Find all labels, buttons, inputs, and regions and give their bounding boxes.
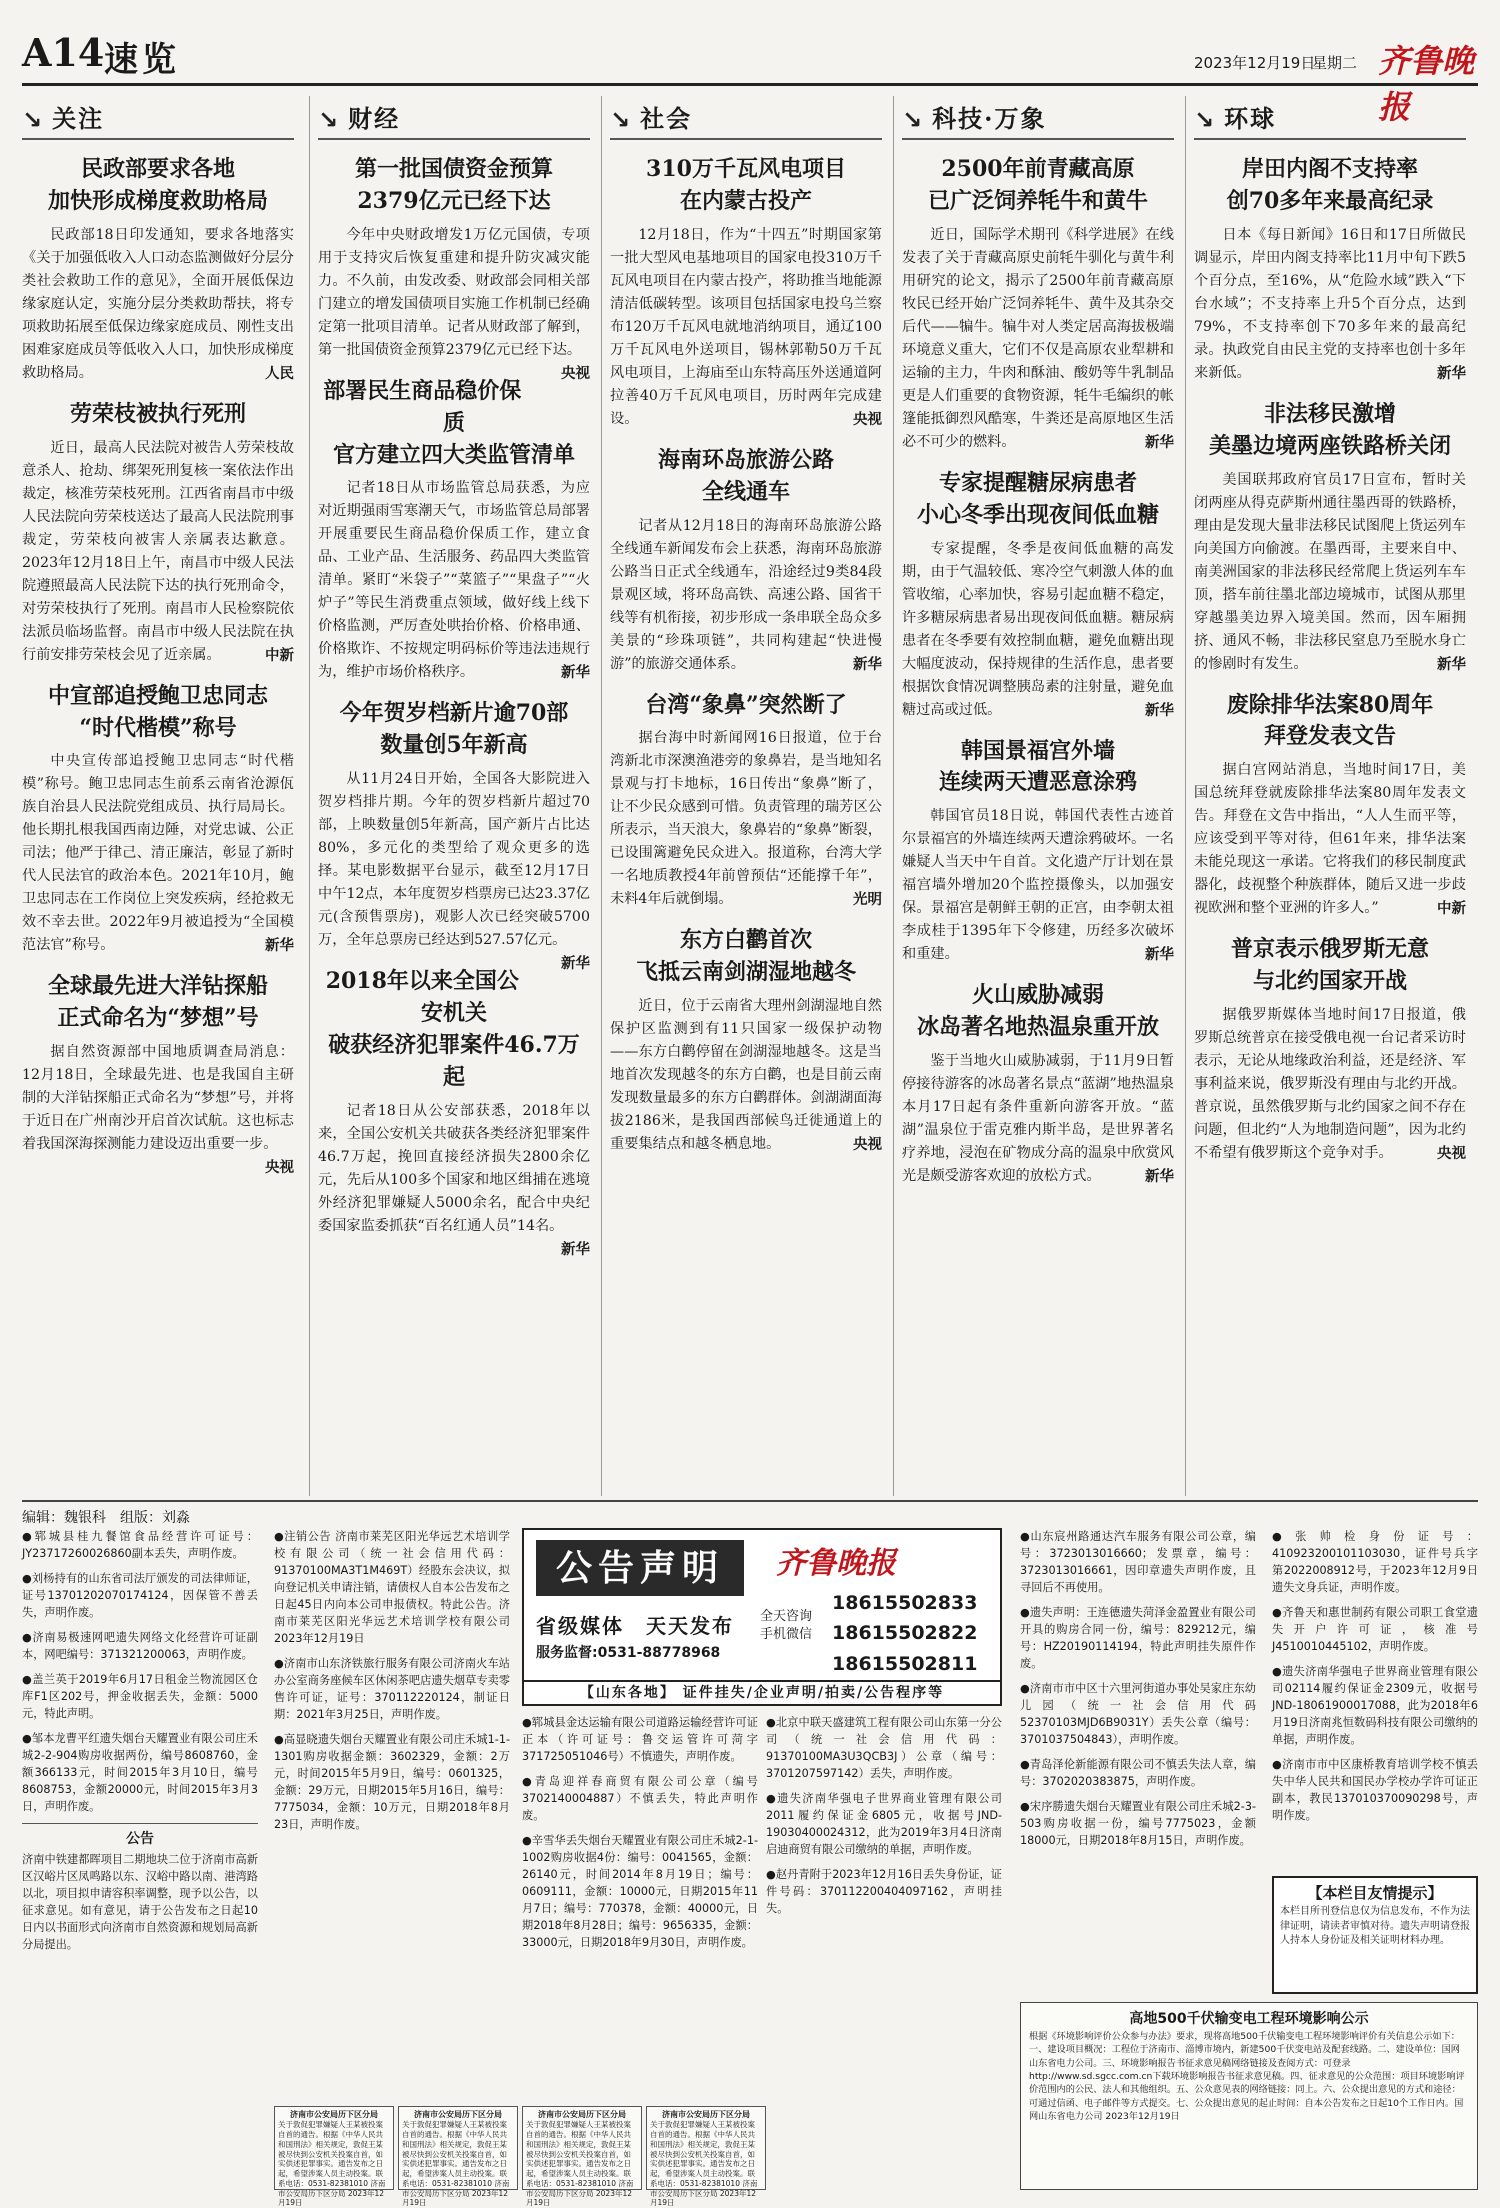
police-notice-body: 关于敦促犯罪嫌疑人王某被投案自首的通告。根据《中华人民共和国刑法》相关规定，敦促王某被尽快到公安机关投案自首，如实供述犯罪事实。通告发布之日起，希望涉案人员主动投案。联系电话：0531-82381010 济南市公安局历下区分局 2023年12月19日: [278, 2120, 386, 2208]
article-body: 日本《每日新闻》16日和17日所做民调显示，岸田内阁支持率比11月中旬下跌5个百分点，至16%，从“危险水域”跌入“下台水域”；不支持率上升5个百分点，达到79%，不支持率创下70多年来的最高纪录。执政党自由民主党的支持率也创十多年来新低。 新华: [1194, 226, 1466, 382]
classified-notice: ●济南市市中区康桥教育培训学校不慎丢失中华人民共和国民办学校办学许可证正副本，教民137010370090298号，声明作废。: [1272, 1758, 1478, 1823]
news-article: [610, 925, 882, 1156]
page-number: A14: [22, 30, 105, 75]
police-notice-body: 关于敦促犯罪嫌疑人王某被投案自首的通告。根据《中华人民共和国刑法》相关规定，敦促王某被尽快到公安机关投案自首，如实供述犯罪事实。通告发布之日起，希望涉案人员主动投案。联系电话：0531-82381010 济南市公安局历下区分局 2023年12月19日: [650, 2120, 758, 2208]
article-source: 新华: [1437, 365, 1466, 382]
article-source: 央视: [561, 365, 590, 382]
article-headline: 海南环岛旅游公路 全线通车: [657, 446, 834, 505]
classified-notice: ●齐鲁天和惠世制药有限公司职工食堂遗失开户许可证，核准号J4510010445102，声明作废。: [1272, 1606, 1478, 1654]
news-article: [902, 154, 1174, 454]
article-source: 新华: [1145, 947, 1174, 964]
article-body: 今年中央财政增发1万亿元国债，专项用于支持灾后恢复重建和提升防灾减灾能力。不久前，由发改委、财政部会同相关部门建立的增发国债项目实施工作机制已经确定第一批项目清单。记者从财政部了解到，第一批国债资金预算2379亿元已经下达。 央视: [318, 226, 590, 382]
article-headline: 劳荣枝被执行死刑: [69, 400, 246, 427]
article-source: 新华: [561, 1241, 590, 1258]
article-body: 近日，位于云南省大理州剑湖湿地自然保护区监测到有11只国家一级保护动物——东方白鹳停留在剑湖湿地越冬。这是当地首次发现越冬的东方白鹳，也是目前云南发现数量最多的东方白鹳群体。剑湖湖面海拔2186米，是我国西部候鸟迁徙通道上的重要集结点和越冬栖息地。 央视: [610, 998, 882, 1154]
environment-impact-notice: [1020, 2002, 1478, 2190]
article-headline: 火山威胁减弱 冰岛著名地热温泉重开放: [916, 982, 1159, 1041]
classified-notice: ●山东宸州路通达汽车服务有限公司公章，编号：3723013016660；发票章，编号：3723013016661，因印章遗失声明作废，且寻回后不再使用。: [1020, 1530, 1256, 1595]
article-headline: 310万千瓦风电项目 在内蒙古投产: [646, 156, 846, 214]
article-body: 据俄罗斯媒体当地时间17日报道，俄罗斯总统普京在接受俄电视一台记者采访时表示，无论从地缘政治利益，还是经济、军事利益来说，俄罗斯没有理由与北约开战。普京说，虽然俄罗斯与北约国家之间不存在问题，但北约“人为地制造问题”，因为北约不希望有俄罗斯这个竞争对手。 央视: [1194, 1007, 1466, 1163]
editor-credit: 编辑：魏银科 组版：刘淼: [22, 1500, 1478, 1527]
classified-column-2: [274, 1528, 510, 2190]
issue-date: 2023年12月19日: [1194, 54, 1316, 72]
classified-notice: ●北京中联天盛建筑工程有限公司山东第一分公司（统一社会信用代码：91370100MA3U3QCB3J）公章（编号：3701207597142）丢失，声明作废。: [766, 1716, 1002, 1781]
article-source: 央视: [1437, 1146, 1466, 1163]
column-tag: 社会: [640, 104, 693, 133]
news-article: [1194, 934, 1466, 1165]
police-notice-title: 济南市公安局历下区分局: [414, 2110, 502, 2119]
news-article: [318, 154, 590, 382]
ad-slogan: 省级媒体 天天发布: [536, 1614, 734, 1638]
article-body: 近日，国际学术期刊《科学进展》在线发表了关于青藏高原史前牦牛驯化与黄牛利用研究的论文，揭示了2500年前青藏高原牧民已经开始广泛饲养牦牛、黄牛及其杂交后代——犏牛。犏牛对人类定居高海拔极端环境意义重大，它们不仅是高原农业犁耕和运输的主力，牛肉和酥油、酸奶等牛乳制品更是人们重要的食物资源，牦牛毛编织的帐篷能抵御烈风酷寒，牛粪还是高原地区生活必不可少的燃料。 新华: [902, 226, 1174, 451]
classifieds-area: [22, 1528, 1478, 2208]
article-body: 记者18日从市场监管总局获悉，为应对近期强雨雪寒潮天气，市场监管总局部署开展重要民生商品稳价保质工作，建立食品、工业产品、生活服务、药品四大类监管清单。紧盯“米袋子”“菜篮子”“果盘子”“火炉子”等民生消费重点领域，做好线上线下价格监测，严厉查处哄抬价格、价格串通、价格欺诈、不按规定明码标价等违法违规行为，维护市场价格秩序。 新华: [318, 480, 590, 682]
section-mark-icon: ↘: [610, 106, 631, 134]
column-divider: [309, 96, 310, 1496]
news-article: [610, 690, 882, 912]
classified-notice: ●刘杨持有的山东省司法厅颁发的司法律师证，证号13701202070174124，因保管不善丢失，声明作废。: [22, 1572, 258, 1620]
env-notice-body: 根据《环境影响评价公众参与办法》要求，现将高地500千伏输变电工程环境影响评价有关信息公示如下：一、建设项目概况：工程位于济南市、淄博市境内，新建500千伏变电站及配套线路。二、建设单位：国网山东省电力公司。三、环境影响报告书征求意见稿网络链接及查阅方式：可登录http://www.sd.sgcc.com.cn下载环境影响报告书征求意见稿。四、征求意见的公众范围：项目环境影响评价范围内的公民、法人和其他组织。五、公众意见表的网络链接：同上。六、公众提出意见的方式和途径：可通过信函、电子邮件等方式提交。七、公众提出意见的起止时间：自本公告发布之日起10个工作日内。国网山东省电力公司 2023年12月19日: [1029, 2031, 1465, 2123]
section-mark-icon: ↘: [22, 106, 43, 134]
section-title: 速览: [104, 40, 180, 80]
classified-notice: ●盖兰英于2019年6月17日租金兰物流园区仓库F1区202号，押金收据丢失，金额：5000元，特此声明。: [22, 1673, 258, 1721]
ad-logo: 齐鲁晚报: [776, 1546, 896, 1581]
news-article: [22, 399, 294, 667]
column-header: [902, 96, 1174, 140]
column-header: [1194, 96, 1466, 140]
news-article: [318, 376, 590, 685]
ad-hotline-label: 全天咨询手机微信: [759, 1609, 812, 1643]
news-article: [318, 698, 590, 973]
news-columns: [22, 96, 1478, 1496]
column-header: [22, 96, 294, 140]
police-notice: [274, 2106, 394, 2208]
column-tag: 环球: [1224, 104, 1277, 133]
article-body: 专家提醒，冬季是夜间低血糖的高发期，由于气温较低、寒冷空气刺激人体的血管收缩，心率加快，容易引起血糖不稳定，许多糖尿病患者易出现夜间低血糖。糖尿病患者在冬季要有效控制血糖，避免血糖出现大幅度波动，保持规律的生活作息，患者要根据饮食情况调整胰岛素的注射量，避免血糖过高或过低。 新华: [902, 540, 1174, 719]
classified-column-5: [1020, 1528, 1256, 1998]
section-mark-icon: ↘: [1194, 106, 1215, 134]
classified-notice: ●注销公告 济南市莱芜区阳光华远艺术培训学校有限公司（统一社会信用代码：91370100MA3T1M469T）经股东会决议，拟向登记机关申请注销，请债权人自本公告发布之日起45日内向本公司申报债权。特此公告。济南市莱芜区阳光华远艺术培训学校有限公司 2023年12月19日: [274, 1530, 510, 1646]
article-headline: 岸田内阁不支持率 创70多年来最高纪录: [1226, 156, 1434, 214]
article-body: 据自然资源部中国地质调查局消息：12月18日，全球最先进、也是我国自主研制的大洋钻探船正式命名为“梦想”号，并将于近日在广州南沙开启首次试航。这也标志着我国深海探测能力建设迈出重要一步。 央视: [22, 1044, 294, 1177]
article-source: 新华: [1437, 656, 1466, 673]
article-source: 央视: [853, 411, 882, 428]
article-headline: 非法移民激增 美墨边境两座铁路桥关闭: [1208, 400, 1451, 459]
env-notice-title: 高地500千伏输变电工程环境影响公示: [1129, 2011, 1369, 2027]
column-header: [318, 96, 590, 140]
classified-column-4: [766, 1714, 1002, 2102]
article-source: 中新: [265, 647, 294, 664]
news-article: [610, 154, 882, 431]
police-notice: [646, 2106, 766, 2208]
article-source: 新华: [265, 938, 294, 955]
news-article: [1194, 690, 1466, 921]
police-notice-title: 济南市公安局历下区分局: [538, 2110, 626, 2119]
article-source: 新华: [853, 656, 882, 673]
article-headline: 今年贺岁档新片逾70部 数量创5年新高: [339, 700, 569, 759]
news-article: [22, 681, 294, 958]
article-source: 中新: [1437, 901, 1466, 918]
ad-service-strip: 【山东各地】 证件挂失/企业声明/拍卖/公告程序等: [524, 1680, 1000, 1704]
ad-phone: 18615502811: [832, 1652, 978, 1675]
article-body: 据白宫网站消息，当地时间17日，美国总统拜登就废除排华法案80周年发表文告。拜登在文告中指出，“人人生而平等，应该受到平等对待，但61年来，排华法案未能兑现这一承诺。它将我们的移民制度武器化，歧视整个种族群体，随后又进一步歧视欧洲和整个亚洲的许多人。” 中新: [1194, 762, 1466, 918]
public-notice-body: 济南中铁建都晖项目二期地块二位于济南市高新区汉峪片区凤鸣路以东、汉峪中路以南、港湾路以北，项目拟申请容积率调整，现予以公告，以征求意见。如有意见，请于公告发布之日起10日内以书面形式向济南市自然资源和规划局高新分局提出。: [22, 1853, 258, 1952]
police-notice-body: 关于敦促犯罪嫌疑人王某被投案自首的通告。根据《中华人民共和国刑法》相关规定，敦促王某被尽快到公安机关投案自首，如实供述犯罪事实。通告发布之日起，希望涉案人员主动投案。联系电话：0531-82381010 济南市公安局历下区分局 2023年12月19日: [526, 2120, 634, 2208]
ad-phone: 18615502822: [832, 1622, 978, 1645]
classified-notice: ●高显晓遗失烟台天耀置业有限公司庄禾城1-1-1301购房收据金额：3602329，金额：2万元，时间2015年5月9日，编号：0601325，金额：29万元，日期2015年5月16日，编号：7775034，金额：10万元，日期2018年8月23日，声明作废。: [274, 1733, 510, 1832]
column-tag: 科技·万象: [932, 104, 1047, 133]
article-source: 新华: [561, 665, 590, 682]
police-notice-title: 济南市公安局历下区分局: [290, 2110, 378, 2119]
newspaper-logo: 齐鲁晚报: [1378, 42, 1475, 126]
article-body: 韩国官员18日说，韩国代表性古迹首尔景福宫的外墙连续两天遭涂鸦破坏。一名嫌疑人当天中午自首。文化遗产厅计划在景福宫墙外增加20个监控摄像头，以加强安保。景福宫是朝鲜王朝的正宫，由李朝太祖李成桂于1395年下令修建，历经多次破坏和重建。 新华: [902, 808, 1174, 964]
article-source: 央视: [265, 1160, 294, 1177]
article-headline: 台湾“象鼻”突然断了: [645, 691, 847, 718]
news-article: [902, 468, 1174, 722]
news-article: [902, 736, 1174, 967]
police-notice: [522, 2106, 642, 2208]
article-body: 据台海中时新闻网16日报道，位于台湾新北市深澳渔港旁的象鼻岩，是当地知名景观与打卡地标，16日传出“象鼻”断了，让不少民众感到可惜。负责管理的瑞芳区公所表示，当天浪大，象鼻岩的“象鼻”断裂，已设围篱避免民众进入。报道称，台湾大学一名地质教授4年前曾预估“还能撑千年”，未料4年后就倒塌。 光明: [610, 730, 882, 909]
classified-notice: ●辛雪华丢失烟台天耀置业有限公司庄禾城2-1-1002购房收据4份：编号：0041565，金额：26140元，时间2014年8月19日；编号：0609111，金额：10000元，日期2015年11月7日；编号：770378，金额：40000元，日期2018年8月28日；编号：9656335，金额：33000元，日期2018年9月30日，声明作废。: [522, 1834, 758, 1950]
column-caijing: [318, 96, 590, 1496]
article-source: 新华: [1145, 702, 1174, 719]
column-tag: 财经: [348, 104, 401, 133]
article-source: 光明: [853, 892, 882, 909]
article-headline: 2500年前青藏高原 已广泛饲养牦牛和黄牛: [927, 156, 1148, 214]
news-article: [902, 980, 1174, 1188]
article-source: 央视: [853, 1137, 882, 1154]
classified-notice: ●青岛泽伦新能源有限公司不慎丢失法人章，编号：3702020383875，声明作废。: [1020, 1758, 1256, 1789]
column-keji: [902, 96, 1174, 1496]
classified-notice: ●济南市山东济铁旅行服务有限公司济南火车站办公室商务座候车区休闲茶吧店遗失烟草专卖零售许可证，证号：370112220124，制证日期：2021年3月25日，声明作废。: [274, 1657, 510, 1722]
section-mark-icon: ↘: [318, 106, 339, 134]
column-divider: [1185, 96, 1186, 1496]
news-article: [22, 971, 294, 1177]
news-article: [1194, 154, 1466, 385]
news-article: [1194, 399, 1466, 676]
classified-column-1: [22, 1528, 258, 2190]
article-body: 中央宣传部追授鲍卫忠同志“时代楷模”称号。鲍卫忠同志生前系云南省沧源佤族自治县人民法院党组成员、执行局局长。他长期扎根我国西南边陲，对党忠诚、公正司法；他严于律己、清正廉洁，彰显了新时代人民法官的政治本色。2021年10月，鲍卫忠同志在工作岗位上突发疾病，经抢救无效不幸去世。2022年9月被追授为“全国模范法官”称号。 新华: [22, 753, 294, 955]
police-notice-body: 关于敦促犯罪嫌疑人王某被投案自首的通告。根据《中华人民共和国刑法》相关规定，敦促王某被尽快到公安机关投案自首，如实供述犯罪事实。通告发布之日起，希望涉案人员主动投案。联系电话：0531-82381010 济南市公安局历下区分局 2023年12月19日: [402, 2120, 510, 2208]
news-article: [22, 154, 294, 385]
issue-weekday: 星期二: [1312, 54, 1358, 72]
article-headline: 废除排华法案80周年 拜登发表文告: [1226, 691, 1434, 750]
news-article: [318, 966, 590, 1258]
column-tag: 关注: [52, 104, 105, 133]
article-headline: 全球最先进大洋钻探船 正式命名为“梦想”号: [47, 973, 268, 1032]
article-headline: 民政部要求各地 加快形成梯度救助格局: [47, 156, 268, 214]
classified-notice: ●宋序勝遗失烟台天耀置业有限公司庄禾城2-3-503购房收据一份，编号7775023，金额18000元，日期2018年8月15日，声明作废。: [1020, 1800, 1256, 1848]
article-source: 新华: [1145, 1169, 1174, 1186]
article-body: 鉴于当地火山威胁减弱，于11月9日暂停接待游客的冰岛著名景点“蓝湖”地热温泉本月17日起有条件重新向游客开放。“蓝湖”温泉位于雷克雅内斯半岛，是世界著名疗养地，浸泡在矿物成分高的温泉中欣赏风光是颇受游客欢迎的放松方式。 新华: [902, 1053, 1174, 1186]
public-notice-title: 公告: [22, 1823, 258, 1848]
article-body: 记者从12月18日的海南环岛旅游公路全线通车新闻发布会上获悉，海南环岛旅游公路当日正式全线通车，沿途经过9类84段景观区域，将环岛高铁、高速公路、国省干线等有机衔接，初步形成一条串联全岛众多美景的“珍珠项链”，共同构建起“快进慢游”的旅游交通体系。 新华: [610, 517, 882, 673]
classified-column-6: [1272, 1528, 1478, 1868]
article-headline: 专家提醒糖尿病患者 小心冬季出现夜间低血糖: [916, 469, 1159, 528]
classified-notice: ●遗失声明：王连德遗失菏泽金盈置业有限公司开具的购房合同一份，编号：829212元，编号：HZ20190114194，特此声明挂失原件作废。: [1020, 1606, 1256, 1671]
column-huanqiu: [1194, 96, 1466, 1496]
article-source: 新华: [561, 956, 590, 973]
section-mark-icon: ↘: [902, 106, 923, 134]
announcement-ad: [522, 1528, 1002, 1706]
article-source: 人民: [265, 365, 294, 382]
classified-notice: ●郓城县桂九餐馆食品经营许可证号：JY23717260026860副本丢失，声明作废。: [22, 1530, 258, 1561]
ad-title: 公告声明: [536, 1540, 744, 1596]
classified-notice: ●遗失济南华强电子世界商业管理有限公司2011履约保证金6805元，收据号JND-19030400024312，此为2019年3月4日济南启迪商贸有限公司缴纳的单据，声明作废。: [766, 1792, 1002, 1857]
classified-notice: ●邹本龙曹平红遗失烟台天耀置业有限公司庄禾城2-2-904购房收据两份，编号8608760，金额366133元，时间2015年3月10日，编号8608753，金额20000元，时间2015年3月3日，声明作废。: [22, 1732, 258, 1814]
article-body: 民政部18日印发通知，要求各地落实《关于加强低收入人口动态监测做好分层分类社会救助工作的意见》，全面开展低保边缘家庭认定，实施分层分类救助帮扶，将专项救助拓展至低保边缘家庭成员、刚性支出困难家庭成员等低收入人口，加快形成梯度救助格局。 人民: [22, 226, 294, 382]
police-notice-title: 济南市公安局历下区分局: [662, 2110, 750, 2119]
article-headline: 第一批国债资金预算 2379亿元已经下达: [354, 156, 553, 214]
news-article: [610, 445, 882, 676]
ad-supervise-phone: 服务监督:0531-88778968: [536, 1645, 721, 1661]
classified-notice: ●张帅检身份证号：410923200101103030，证件号兵字第2022008912号，于2023年12月9日遗失文身兵证，声明作废。: [1272, 1530, 1478, 1595]
article-headline: 部署民生商品稳价保质 官方建立四大类监管清单: [323, 377, 575, 468]
classified-column-3: [522, 1714, 758, 2102]
classified-notice: ●赵丹青附于2023年12月16日丢失身份证，证件号码：370112200404097162，声明挂失。: [766, 1868, 1002, 1916]
column-divider: [893, 96, 894, 1496]
article-headline: 2018年以来全国公安机关 破获经济犯罪案件46.7万起: [325, 968, 580, 1090]
column-shehui: [610, 96, 882, 1496]
article-body: 从11月24日开始，全国各大影院进入贺岁档排片期。今年的贺岁档新片超过70部，上映数量创5年新高，国产新片占比达80%，多元化的类型给了观众更多的选择。某电影数据平台显示，截至12月17日中午12点，本年度贺岁档票房已达23.37亿元(含预售票房)，观影人次已经突破5700万，全年总票房已经达到527.57亿元。 新华: [318, 771, 590, 973]
column-guanzhu: [22, 96, 294, 1496]
article-body: 美国联邦政府官员17日宣布，暂时关闭两座从得克萨斯州通往墨西哥的铁路桥，理由是发现大量非法移民试图爬上货运列车向美国方向偷渡。在墨西哥，主要来自中、南美洲国家的非法移民经常爬上货运列车车顶，搭车前往墨北部边境城市，试图从那里穿越墨美边界入境美国。然而，因车厢拥挤、通风不畅，非法移民窒息乃至脱水身亡的惨剧时有发生。 新华: [1194, 471, 1466, 673]
classified-notice: ●遗失济南华强电子世界商业管理有限公司02114履约保证金2309元，收据号JND-18061900017088，此为2018年6月19日济南兆恒数码科技有限公司缴纳的单据，声明作废。: [1272, 1665, 1478, 1747]
column-divider: [601, 96, 602, 1496]
article-body: 12月18日，作为“十四五”时期国家第一批大型风电基地项目的国家电投310万千瓦风电项目在内蒙古投产，将助推当地能源清洁低碳转型。该项目包括国家电投乌兰察布120万千瓦风电就地消纳项目，通辽100万千瓦风电外送项目，锡林郭勒50万千瓦风电项目，上海庙至山东特高压外送通道阿拉善40万千瓦风电项目，历时两年完成建设。 央视: [610, 226, 882, 428]
ad-phone-list: [832, 1588, 977, 1679]
article-headline: 东方白鹳首次 飞抵云南剑湖湿地越冬: [635, 927, 856, 986]
police-notice: [398, 2106, 518, 2208]
classified-notice: ●郓城县金达运输有限公司道路运输经营许可证正本（许可证号：鲁交运管许可菏字371725051046号）不慎遗失，声明作废。: [522, 1716, 758, 1764]
article-body: 近日，最高人民法院对被告人劳荣枝故意杀人、抢劫、绑架死刑复核一案依法作出裁定，核准劳荣枝死刑。江西省南昌市中级人民法院向劳荣枝送达了最高人民法院刑事裁定，劳荣枝向被害人亲属表达歉意。2023年12月18日上午，南昌市中级人民法院遵照最高人民法院下达的执行死刑命令，对劳荣枝执行了死刑。南昌市人民检察院依法派员临场监督。南昌市中级人民法院在执行前安排劳荣枝会见了近亲属。 中新: [22, 439, 294, 664]
column-header: [610, 96, 882, 140]
ad-phone: 18615502833: [832, 1592, 978, 1614]
article-source: 新华: [1145, 434, 1174, 451]
article-body: 记者18日从公安部获悉，2018年以来，全国公安机关共破获各类经济犯罪案件46.7万起，挽回直接经济损失2800余亿元，先后从100多个国家和地区缉捕在逃境外经济犯罪嫌疑人5000余名，配合中央纪委国家监委抓获“百名红通人员”14名。 新华: [318, 1102, 590, 1258]
column-reminder-box: [1272, 1876, 1478, 1994]
classified-notice: ●青岛迎祥春商贸有限公司公章（编号3702140004887）不慎丢失，特此声明作废。: [522, 1775, 758, 1823]
classified-notice: ●济南市市中区十六里河街道办事处吴家庄东幼儿园（统一社会信用代码52370103MJD6B9031Y）丢失公章（编号：3701037504843），声明作废。: [1020, 1682, 1256, 1747]
article-headline: 中宣部追授鲍卫忠同志 “时代楷模”称号: [47, 682, 268, 741]
reminder-title: 【本栏目友情提示】: [1307, 1884, 1443, 1902]
article-headline: 韩国景福宫外墙 连续两天遭恶意涂鸦: [938, 737, 1137, 796]
reminder-body: 本栏目所刊登信息仅为信息发布，不作为法律证明，请读者审慎对待。遗失声明请登报人持本人身份证及相关证明材料办理。: [1280, 1906, 1470, 1946]
article-headline: 普京表示俄罗斯无意 与北约国家开战: [1230, 936, 1429, 995]
classified-notice: ●济南易极速网吧遗失网络文化经营许可证副本，网吧编号：371321200063，声明作废。: [22, 1631, 258, 1662]
